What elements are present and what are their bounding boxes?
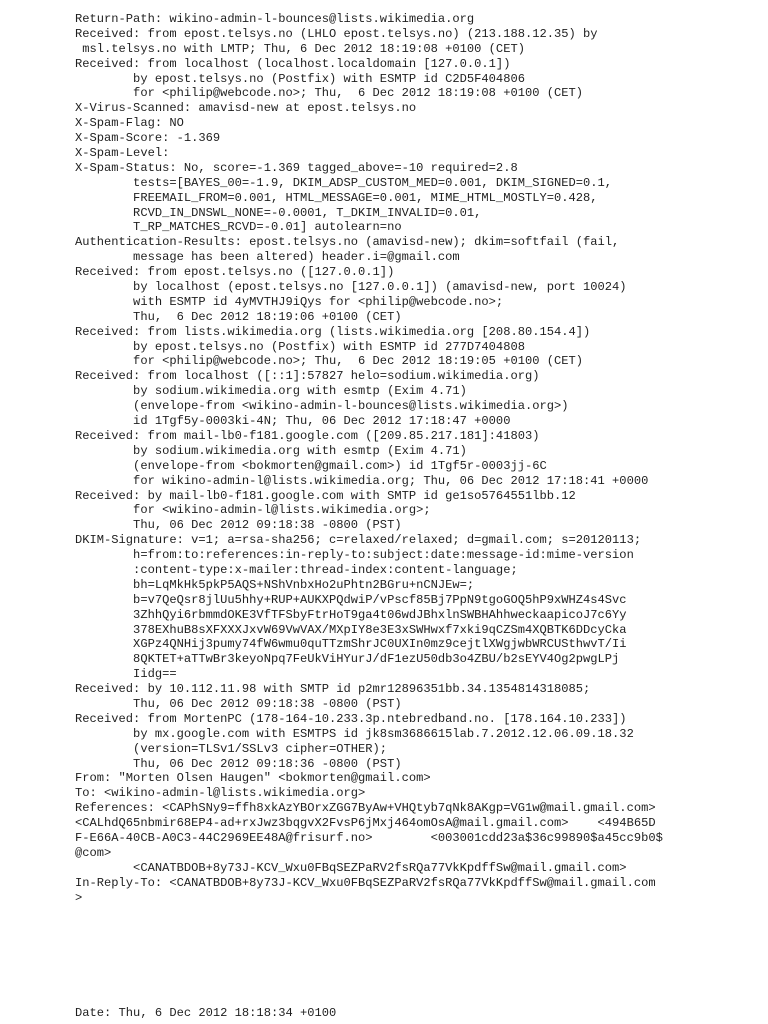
header-line: XGPz4QNHij3pumy74fW6wmu0quTTzmShrJC0UXIn0mz9cejtlXWgjwbWRCUSthwvT/Ii	[75, 637, 627, 652]
header-line: for <wikino-admin-l@lists.wikimedia.org>;	[75, 503, 431, 518]
header-line: Received: from localhost (localhost.localdomain [127.0.0.1])	[75, 56, 511, 71]
header-line: :content-type:x-mailer:thread-index:content-language;	[75, 562, 518, 577]
header-line: b=v7QeQsr8jlUu5hhy+RUP+AUKXPQdwiP/vPscf85Bj7PpN9tgoGOQ5hP9xWHZ4s4Svc	[75, 592, 627, 607]
header-line: tests=[BAYES_00=-1.9, DKIM_ADSP_CUSTOM_MED=0.001, DKIM_SIGNED=0.1,	[75, 175, 613, 190]
header-line: for <philip@webcode.no>; Thu, 6 Dec 2012 18:19:05 +0100 (CET)	[75, 354, 584, 369]
header-line: 378EXhuB8sXFXXXJxvW69VwVAX/MXpIY8e3E3xSWHwxf7xki9qCZSm4XQBTK6DDcyCka	[75, 622, 627, 637]
header-line: Received: from localhost ([::1]:57827 helo=sodium.wikimedia.org)	[75, 369, 540, 384]
header-line: X-Spam-Level:	[75, 146, 170, 161]
header-line: X-Virus-Scanned: amavisd-new at epost.telsys.no	[75, 101, 417, 116]
header-line: (envelope-from <wikino-admin-l-bounces@lists.wikimedia.org>)	[75, 399, 569, 414]
header-line: Thu, 6 Dec 2012 18:19:06 +0100 (CET)	[75, 309, 402, 324]
header-line: h=from:to:references:in-reply-to:subject:date:message-id:mime-version	[75, 548, 634, 563]
header-line: with ESMTP id 4yMVTHJ9iQys for <philip@webcode.no>;	[75, 294, 504, 309]
header-line: by mx.google.com with ESMTPS id jk8sm3686615lab.7.2012.12.06.09.18.32	[75, 726, 634, 741]
header-line: Authentication-Results: epost.telsys.no (amavisd-new); dkim=softfail (fail,	[75, 235, 620, 250]
header-line: 3ZhhQyi6rbmmdOKE3VfTFSbyFtrHoT9ga4t06wdJBhxlnSWBHAhhweckaapicoJ7c6Yy	[75, 607, 627, 622]
header-line: 8QKTET+aTTwBr3keyoNpq7FeUkViHYurJ/dF1ezU50db3o4ZBU/b2sEYV4Og2pwgLPj	[75, 652, 620, 667]
header-line: DKIM-Signature: v=1; a=rsa-sha256; c=relaxed/relaxed; d=gmail.com; s=20120113;	[75, 533, 642, 548]
header-line: Received: by 10.112.11.98 with SMTP id p2mr12896351bb.34.1354814318085;	[75, 682, 591, 697]
header-line: Thu, 06 Dec 2012 09:18:38 -0800 (PST)	[75, 518, 402, 533]
header-line: Received: from lists.wikimedia.org (lists.wikimedia.org [208.80.154.4])	[75, 324, 591, 339]
header-line: To: <wikino-admin-l@lists.wikimedia.org>	[75, 786, 366, 801]
header-line: for <philip@webcode.no>; Thu, 6 Dec 2012 18:19:08 +0100 (CET)	[75, 86, 584, 101]
header-line: >	[75, 890, 83, 905]
header-line: by localhost (epost.telsys.no [127.0.0.1]) (amavisd-new, port 10024)	[75, 280, 627, 295]
header-line: msl.telsys.no with LMTP; Thu, 6 Dec 2012 18:19:08 +0100 (CET)	[75, 41, 525, 56]
header-line: Return-Path: wikino-admin-l-bounces@lists.wikimedia.org	[75, 12, 475, 26]
header-line: <CANATBDOB+8y73J-KCV_Wxu0FBqSEZPaRV2fsRQa77VkKpdffSw@mail.gmail.com>	[75, 860, 627, 875]
header-line: References: <CAPhSNy9=ffh8xkAzYBOrxZGG7ByAw+VHQtyb7qNk8AKgp=VG1w@mail.gmail.com>	[75, 801, 656, 816]
header-line: Thu, 06 Dec 2012 09:18:36 -0800 (PST)	[75, 756, 402, 771]
header-line: Thu, 06 Dec 2012 09:18:38 -0800 (PST)	[75, 696, 402, 711]
header-line: <CALhdQ65nbmir68EP4-ad+rxJwz3bqgvX2FvsP6jMxj464omOsA@mail.gmail.com> <494B65D	[75, 816, 656, 831]
header-line: F-E66A-40CB-A0C3-44C2969EE48A@frisurf.no> <003001cdd23a$36c99890$a45cc9b0$	[75, 830, 663, 845]
header-line: Received: by mail-lb0-f181.google.com with SMTP id ge1so5764551lbb.12	[75, 488, 576, 503]
header-line: In-Reply-To: <CANATBDOB+8y73J-KCV_Wxu0FBqSEZPaRV2fsRQa77VkKpdffSw@mail.gmail.com	[75, 875, 656, 890]
header-line: (version=TLSv1/SSLv3 cipher=OTHER);	[75, 741, 388, 756]
header-line: FREEMAIL_FROM=0.001, HTML_MESSAGE=0.001, MIME_HTML_MOSTLY=0.428,	[75, 190, 598, 205]
header-line: for wikino-admin-l@lists.wikimedia.org; Thu, 06 Dec 2012 17:18:41 +0000	[75, 473, 649, 488]
header-line: X-Spam-Status: No, score=-1.369 tagged_above=-10 required=2.8	[75, 160, 518, 175]
header-line: Iidg==	[75, 667, 177, 682]
header-line: X-Spam-Score: -1.369	[75, 131, 221, 146]
header-line: Received: from epost.telsys.no (LHLO epost.telsys.no) (213.188.12.35) by	[75, 26, 598, 41]
header-line: From: "Morten Olsen Haugen" <bokmorten@gmail.com>	[75, 771, 431, 786]
header-line: Received: from epost.telsys.no ([127.0.0.1])	[75, 265, 395, 280]
header-line: (envelope-from <bokmorten@gmail.com>) id 1Tgf5r-0003jj-6C	[75, 458, 547, 473]
header-line: bh=LqMkHk5pkP5AQS+NShVnbxHo2uPhtn2BGru+nCNJEw=;	[75, 577, 475, 592]
header-line: by sodium.wikimedia.org with esmtp (Exim 4.71)	[75, 384, 467, 399]
header-line: message has been altered) header.i=@gmail.com	[75, 250, 460, 265]
header-line: X-Spam-Flag: NO	[75, 116, 184, 131]
header-line: Received: from MortenPC (178-164-10.233.3p.ntebredband.no. [178.164.10.233])	[75, 711, 627, 726]
email-date-line	[0, 1006, 768, 1021]
header-line: by epost.telsys.no (Postfix) with ESMTP id 277D7404808	[75, 339, 525, 354]
header-line: T_RP_MATCHES_RCVD=-0.01] autolearn=no	[75, 220, 402, 235]
email-header-block	[0, 12, 768, 905]
header-line: Received: from mail-lb0-f181.google.com ([209.85.217.181]:41803)	[75, 428, 540, 443]
header-line: id 1Tgf5y-0003ki-4N; Thu, 06 Dec 2012 17:18:47 +0000	[75, 414, 511, 429]
header-line: RCVD_IN_DNSWL_NONE=-0.0001, T_DKIM_INVALID=0.01,	[75, 205, 482, 220]
header-line: by epost.telsys.no (Postfix) with ESMTP id C2D5F404806	[75, 71, 525, 86]
header-line: by sodium.wikimedia.org with esmtp (Exim 4.71)	[75, 443, 467, 458]
date-header-line: Date: Thu, 6 Dec 2012 18:18:34 +0100	[75, 1006, 337, 1020]
header-line: @com>	[75, 845, 112, 860]
